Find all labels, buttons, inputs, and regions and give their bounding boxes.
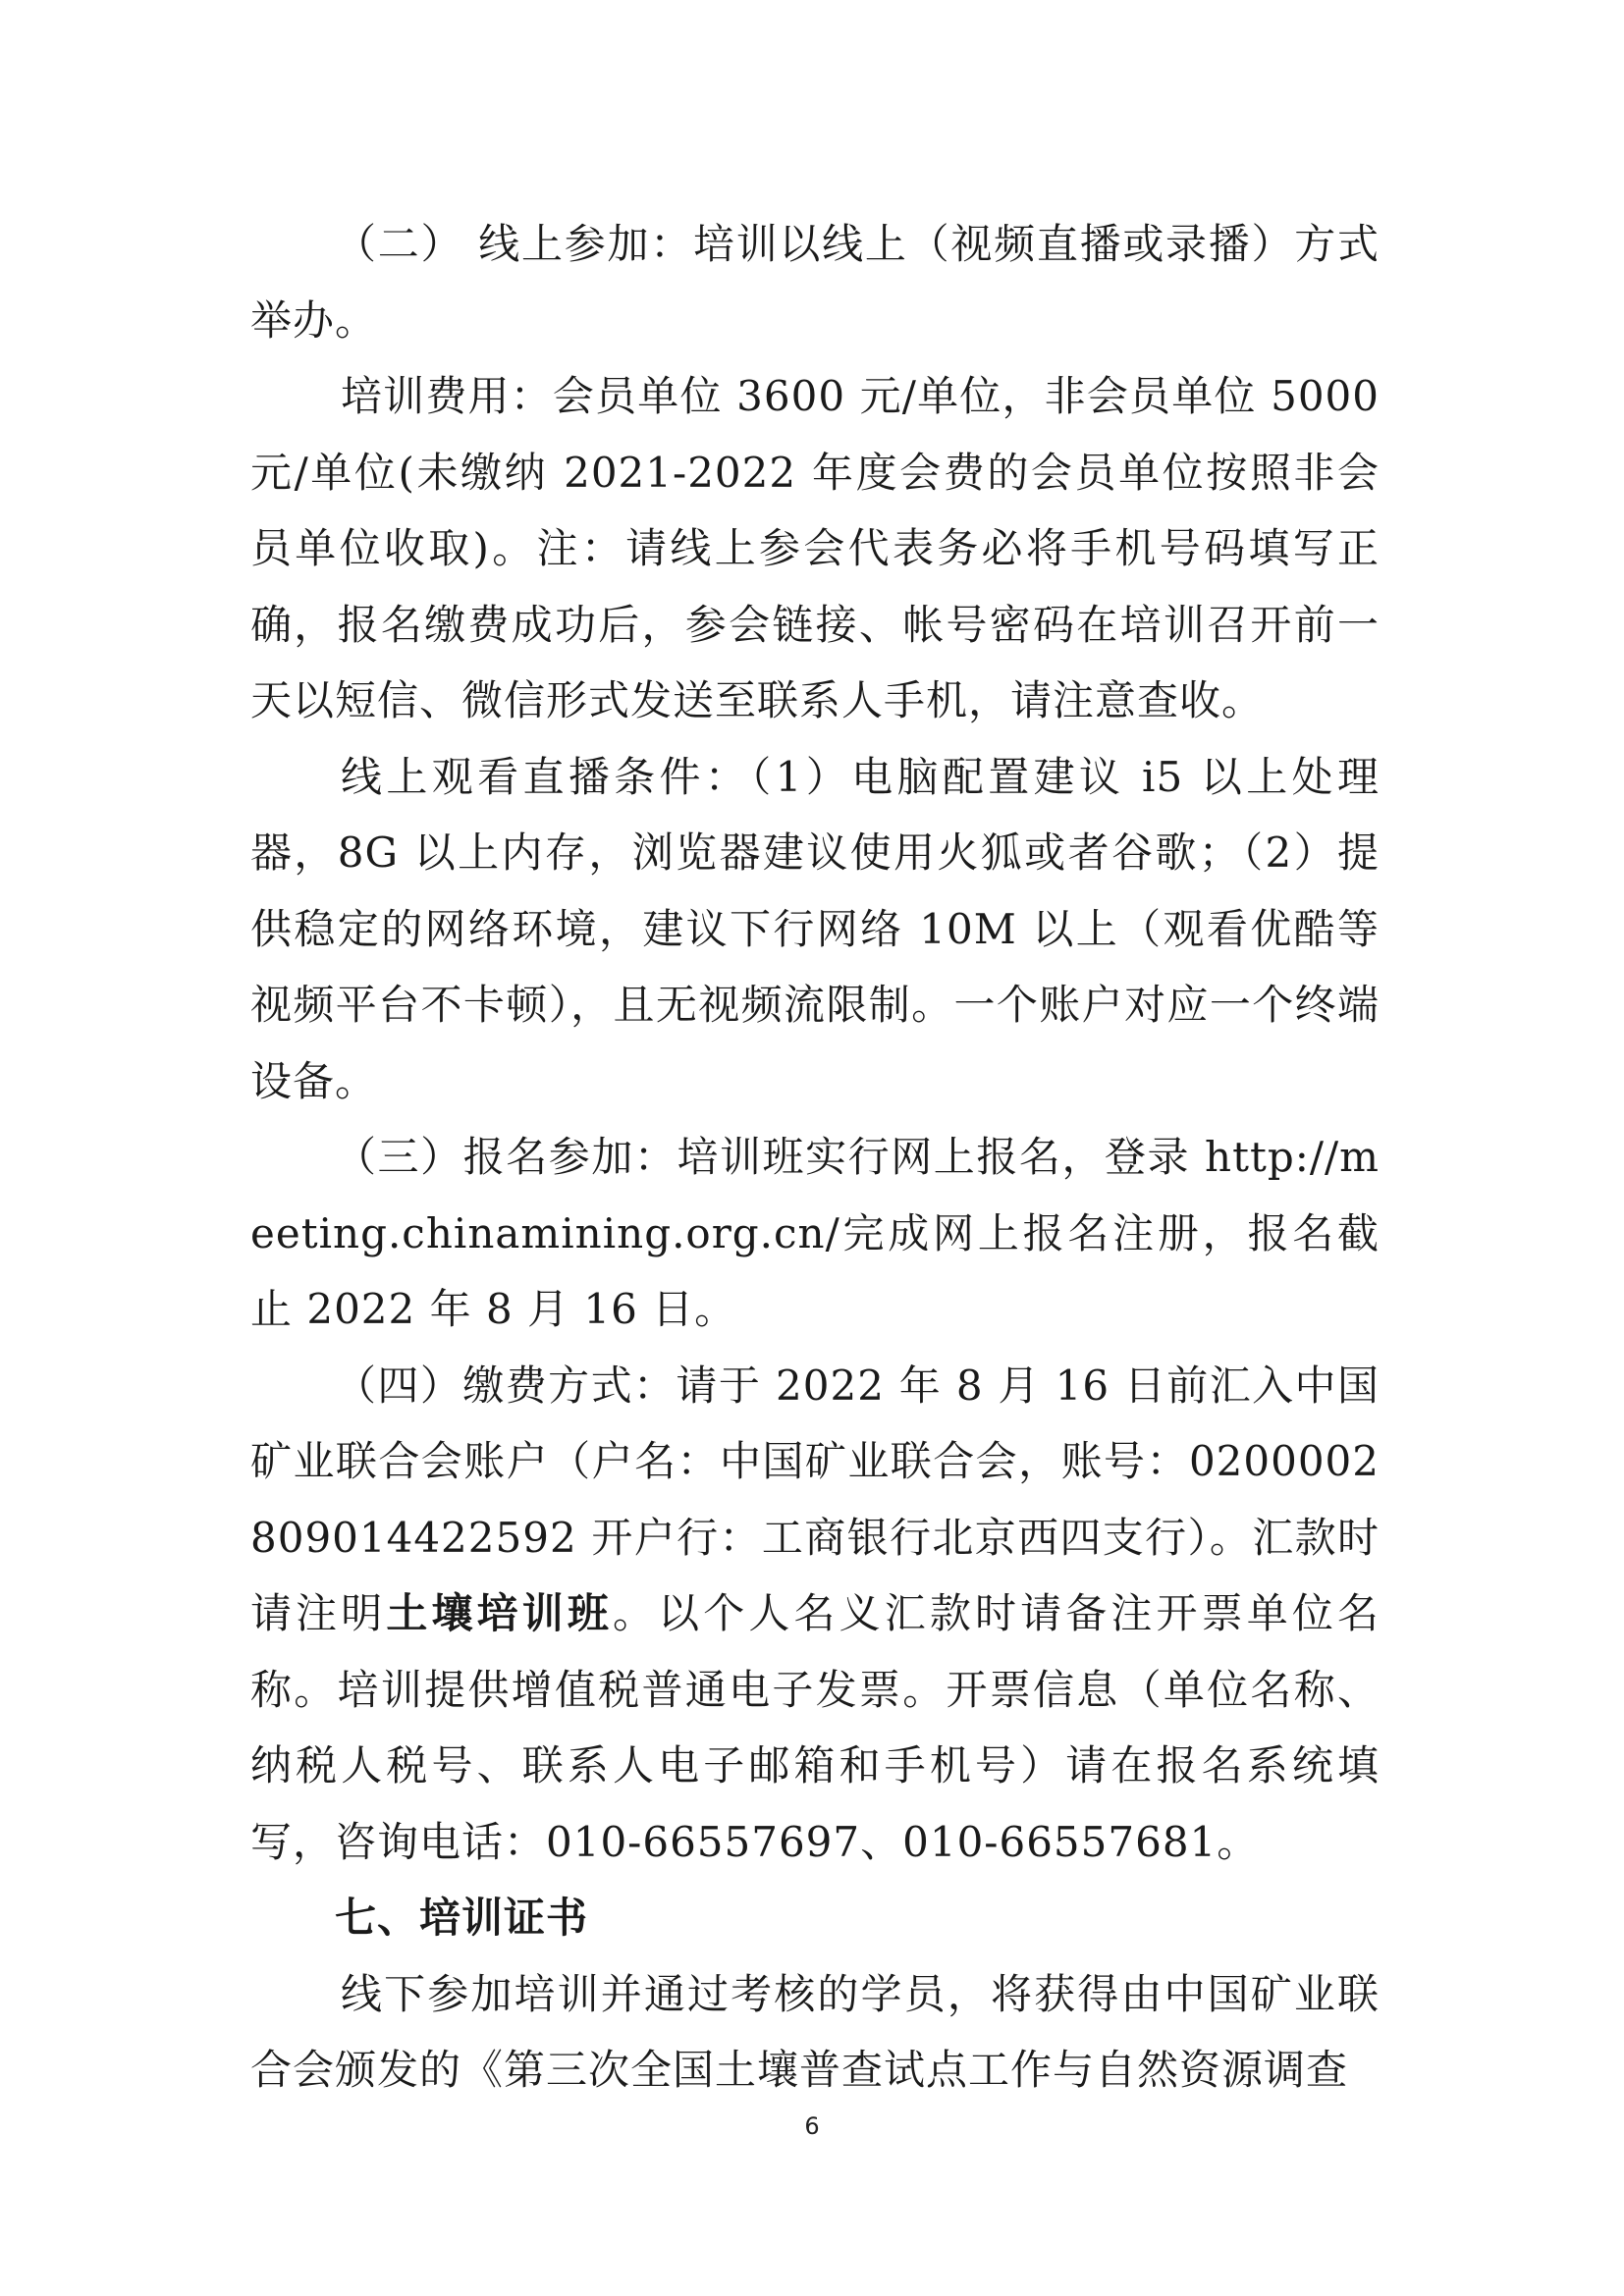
- payment-text-bold: 土壤培训班: [386, 1589, 613, 1637]
- payment-text-after: 。以个人名义汇款时请备注开票单位名称。培训提供增值税普通电子发票。开票信息（单位名称、纳税人税号、联系人电子邮箱和手机号）请在报名系统填写，咨询电话：010-66557697、010-66557681。: [250, 1589, 1380, 1866]
- paragraph-online-attend: （二） 线上参加：培训以线上（视频直播或录播）方式举办。: [250, 220, 1380, 345]
- certificate-heading: 七、培训证书: [335, 1894, 589, 1942]
- paragraph-certificate: 线下参加培训并通过考核的学员，将获得由中国矿业联合会颁发的《第三次全国土壤普查试点工作与自然资源调查: [250, 1969, 1380, 2094]
- paragraph-payment: [250, 1348, 1380, 1881]
- paragraph-online-fee: 培训费用：会员单位 3600 元/单位，非会员单位 5000元/单位(未缴纳 2021-2022 年度会费的会员单位按照非会员单位收取)。注：请线上参会代表务必将手机号码填写正确，报名缴费成功后，参会链接、帐号密码在培训召开前一天以短信、微信形式发送至联系人手机，请注意查收。: [250, 372, 1380, 724]
- paragraph-registration: （三）报名参加：培训班实行网上报名，登录 http://meeting.chinamining.org.cn/完成网上报名注册，报名截止 2022 年 8 月 16 日。: [250, 1133, 1380, 1333]
- page-number: 6: [804, 2112, 820, 2140]
- paragraph-live-conditions: 线上观看直播条件：（1）电脑配置建议 i5 以上处理器，8G 以上内存，浏览器建议使用火狐或者谷歌；（2）提供稳定的网络环境，建议下行网络 10M 以上（观看优酷等视频平台不卡顿），且无视频流限制。一个账户对应一个终端设备。: [250, 752, 1380, 1105]
- payment-text-before: （四）缴费方式：请于 2022 年 8 月 16 日前汇入中国矿业联合会账户（户名：中国矿业联合会，账号：0200002809014422592 开户行：工商银行北京西四支行）。汇款时请注明: [250, 1361, 1380, 1637]
- body-text: [250, 206, 1380, 2109]
